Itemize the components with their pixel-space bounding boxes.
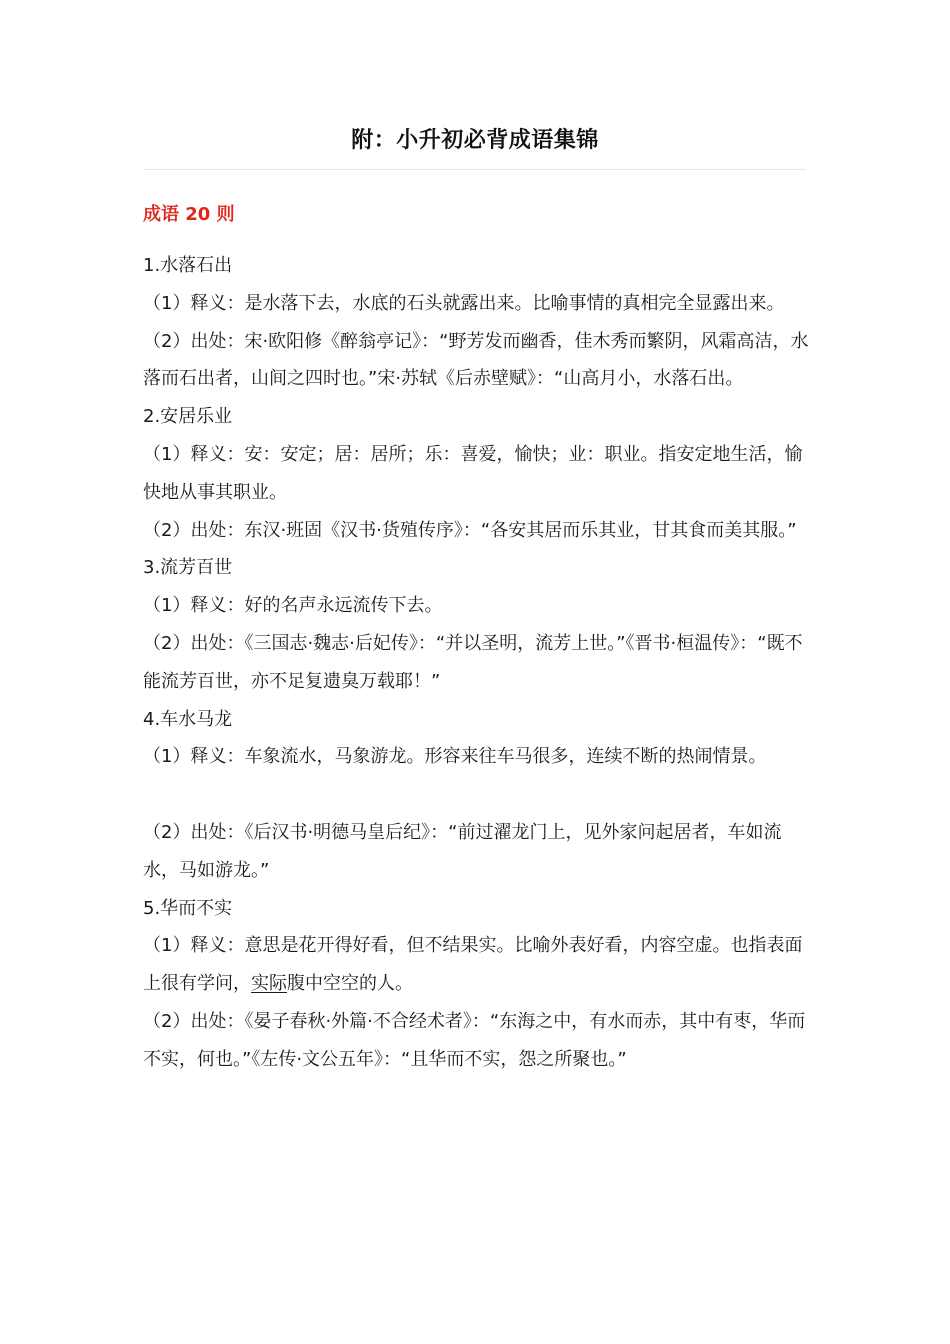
- document-title: 附：小升初必背成语集锦: [351, 128, 599, 153]
- blank-line: [143, 776, 813, 814]
- idiom-origin: （2）出处：东汉·班固《汉书·货殖传序》：“各安其居而乐其业，甘其食而美其服。”: [143, 519, 797, 541]
- underlined-word: 实际: [251, 973, 287, 995]
- meaning-text: 腹中空空的人。: [287, 973, 413, 995]
- idiom-title: 3.流芳百世: [143, 557, 233, 579]
- idiom-origin: （2）出处：《后汉书·明德马皇后纪》：“前过濯龙门上，见外家问起居者，车如流水，马如游龙。”: [143, 821, 782, 881]
- idiom-meaning: （1）释义：是水落下去，水底的石头就露出来。比喻事情的真相完全显露出来。: [143, 292, 785, 314]
- idiom-title: 5.华而不实: [143, 897, 233, 919]
- idiom-entry-3: [143, 549, 813, 700]
- idiom-entry-2: [143, 398, 813, 549]
- idiom-entry-1: [143, 247, 813, 398]
- idiom-origin: （2）出处：《三国志·魏志·后妃传》：“并以圣明，流芳上世。”《晋书·桓温传》：“既不能流芳百世，亦不足复遗臭万载耶！”: [143, 632, 803, 692]
- idiom-meaning: （1）释义：安：安定；居：居所；乐：喜爱，愉快；业：职业。指安定地生活，愉快地从事其职业。: [143, 443, 803, 503]
- idiom-title: 2.安居乐业: [143, 406, 233, 428]
- meaning-text: （1）释义：意思是花开得好看，但不结果实。比喻外表好看，内容空虚。也指表面上很有学问，: [143, 935, 803, 995]
- idiom-title: 1.水落石出: [143, 255, 233, 276]
- idiom-entry-5: [143, 890, 813, 1079]
- idiom-origin: （2）出处：宋·欧阳修《醉翁亭记》：“野芳发而幽香，佳木秀而繁阴，风霜高洁，水落而石出者，山间之四时也。”宋·苏轼《后赤壁赋》：“山高月小，水落石出。: [143, 330, 809, 390]
- section-heading: 成语 20 则: [143, 204, 235, 225]
- idiom-origin: （2）出处：《晏子春秋·外篇·不合经术者》：“东海之中，有水而赤，其中有枣，华而不实，何也。”《左传·文公五年》：“且华而不实，怨之所聚也。”: [143, 1010, 806, 1070]
- title-divider: [143, 169, 806, 170]
- idiom-meaning: （1）释义：车象流水，马象游龙。形容来往车马很多，连续不断的热闹情景。: [143, 746, 767, 768]
- idiom-meaning: （1）释义：好的名声永远流传下去。: [143, 595, 443, 617]
- idiom-title: 4.车水马龙: [143, 708, 233, 730]
- idiom-meaning: [143, 927, 813, 1003]
- idiom-list: [143, 247, 813, 1079]
- idiom-entry-4: [143, 701, 813, 890]
